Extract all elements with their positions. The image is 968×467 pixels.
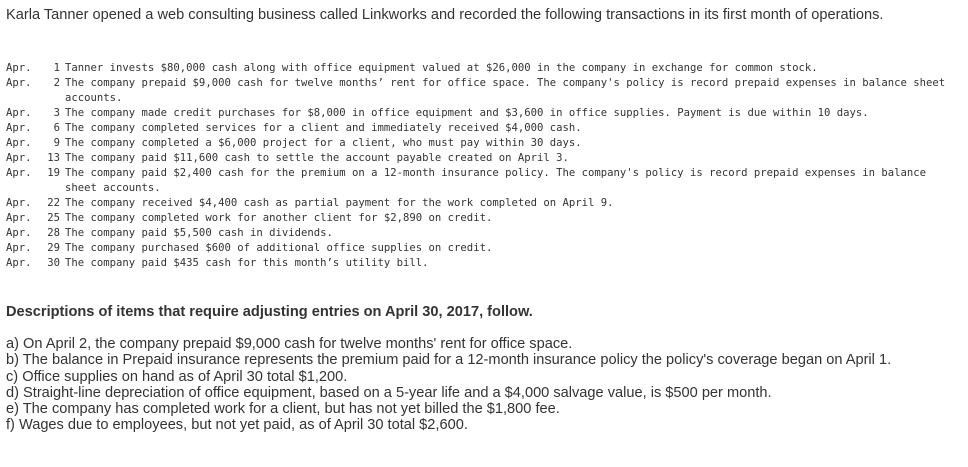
transaction-day: 19 [47, 167, 60, 179]
transaction-day: 28 [47, 227, 60, 239]
transaction-date [6, 106, 65, 121]
transaction-text: The company prepaid $9,000 cash for twelve months’ rent for office space. The company's policy is record prepaid expenses in balance sheet accounts. [65, 77, 946, 104]
transaction-month: Apr. [6, 77, 32, 89]
transaction-row [6, 151, 950, 166]
transaction-row [6, 256, 950, 271]
adjustment-item: b) The balance in Prepaid insurance represents the premium paid for a 12-month insurance policy the policy's coverage began on April 1. [6, 352, 892, 369]
transaction-list [6, 61, 950, 271]
transaction-text: The company paid $5,500 cash in dividends. [65, 227, 333, 239]
transaction-text: The company completed work for another client for $2,890 on credit. [65, 212, 493, 224]
transaction-month: Apr. [6, 242, 32, 254]
transaction-month: Apr. [6, 227, 32, 239]
transaction-day: 13 [47, 152, 60, 164]
adjustment-item: e) The company has completed work for a client, but has not yet billed the $1,800 fee. [6, 401, 560, 418]
transaction-row [6, 106, 950, 121]
transaction-date [6, 76, 65, 91]
transaction-day: 29 [47, 242, 60, 254]
transaction-day: 6 [53, 122, 60, 134]
transaction-day: 25 [47, 212, 60, 224]
transaction-row [6, 241, 950, 256]
transaction-date [6, 61, 65, 76]
adjustments-heading: Descriptions of items that require adjusting entries on April 30, 2017, follow. [6, 304, 533, 320]
transaction-date [6, 241, 65, 256]
transaction-day: 3 [53, 107, 60, 119]
transaction-date [6, 256, 65, 271]
transaction-row [6, 226, 950, 241]
transaction-month: Apr. [6, 107, 32, 119]
transaction-day: 1 [53, 62, 60, 74]
transaction-date [6, 196, 65, 211]
transaction-day: 22 [47, 197, 60, 209]
adjustment-item: a) On April 2, the company prepaid $9,000 cash for twelve months' rent for office space. [6, 336, 573, 352]
adjustment-item: d) Straight-line depreciation of office equipment, based on a 5-year life and a $4,000 salvage value, is $500 per month. [6, 384, 772, 401]
transaction-date [6, 121, 65, 136]
transaction-row [6, 136, 950, 151]
intro-paragraph: Karla Tanner opened a web consulting business called Linkworks and recorded the following transactions in its first month of operations. [6, 7, 884, 23]
transaction-text: The company paid $11,600 cash to settle the account payable created on April 3. [65, 152, 569, 164]
transaction-text: The company received $4,400 cash as partial payment for the work completed on April 9. [65, 197, 614, 209]
transaction-month: Apr. [6, 122, 32, 134]
transaction-date [6, 136, 65, 151]
transaction-row [6, 196, 950, 211]
transaction-date [6, 226, 65, 241]
transaction-month: Apr. [6, 197, 32, 209]
transaction-row [6, 166, 950, 196]
transaction-date [6, 211, 65, 226]
transaction-month: Apr. [6, 152, 32, 164]
transaction-month: Apr. [6, 212, 32, 224]
transaction-text: The company made credit purchases for $8,000 in office equipment and $3,600 in office supplies. Payment is due within 10 days. [65, 107, 869, 119]
transaction-text: The company completed services for a client and immediately received $4,000 cash. [65, 122, 582, 134]
adjustment-item-list [6, 336, 956, 434]
adjustment-item: f) Wages due to employees, but not yet paid, as of April 30 total $2,600. [6, 417, 468, 434]
adjustment-item: c) Office supplies on hand as of April 30 total $1,200. [6, 368, 348, 385]
transaction-text: The company completed a $6,000 project for a client, who must pay within 30 days. [65, 137, 582, 149]
transaction-day: 2 [53, 77, 60, 89]
transaction-date [6, 166, 65, 181]
transaction-row [6, 76, 950, 106]
transaction-day: 30 [47, 257, 60, 269]
transaction-month: Apr. [6, 257, 32, 269]
transaction-month: Apr. [6, 137, 32, 149]
transaction-month: Apr. [6, 167, 32, 179]
transaction-text: The company paid $435 cash for this month’s utility bill. [65, 257, 429, 269]
transaction-day: 9 [53, 137, 60, 149]
transaction-text: Tanner invests $80,000 cash along with office equipment valued at $26,000 in the company in exchange for common stock. [65, 62, 818, 74]
transaction-text: The company purchased $600 of additional office supplies on credit. [65, 242, 493, 254]
transaction-month: Apr. [6, 62, 32, 74]
transaction-row [6, 121, 950, 136]
transaction-text: The company paid $2,400 cash for the premium on a 12-month insurance policy. The company's policy is record prepaid expenses in balance sheet accounts. [65, 167, 927, 194]
transaction-date [6, 151, 65, 166]
transaction-row [6, 211, 950, 226]
transaction-row [6, 61, 950, 76]
